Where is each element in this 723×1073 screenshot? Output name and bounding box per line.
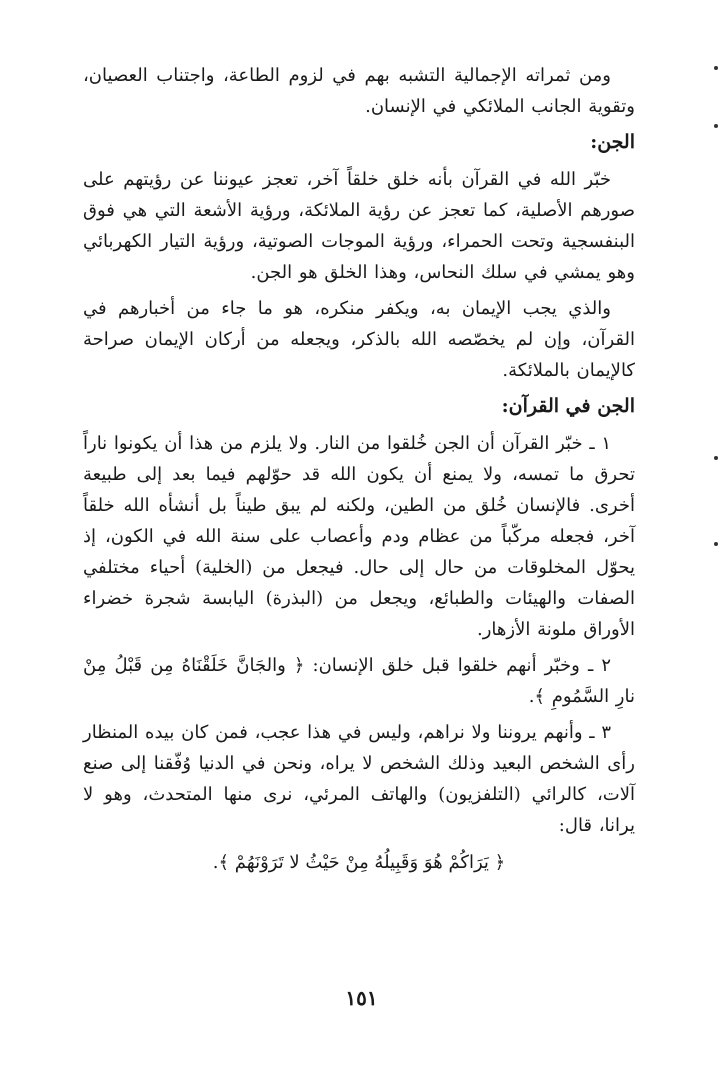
margin-mark xyxy=(714,66,718,70)
paragraph: والذي يجب الإيمان به، ويكفر منكره، هو ما جاء من أخبارهم في القرآن، وإن لم يخصّصه الله بالذكر، ويجعله من أركان الإيمان صراحة كالإيمان بالملائكة. xyxy=(83,298,635,381)
margin-mark xyxy=(714,456,718,460)
section-heading: الجن في القرآن: xyxy=(501,395,635,417)
section-heading: الجن: xyxy=(590,131,635,153)
page-number: ١٥١ xyxy=(345,986,378,1010)
margin-mark xyxy=(714,542,718,546)
paragraph: ومن ثمراته الإجمالية التشبه بهم في لزوم الطاعة، واجتناب العصيان، وتقوية الجانب الملائكي في الإنسان. xyxy=(83,65,635,117)
quran-quote: ﴿ يَرَاكُمْ هُوَ وَقَبِيلُهُ مِنْ حَيْثُ لا تَرَوْنَهُمْ ﴾. xyxy=(212,852,506,873)
paragraph: خبّر الله في القرآن بأنه خلق خلقاً آخر، تعجز عيوننا عن رؤيتهم على صورهم الأصلية، كما تعجز عن رؤية الملائكة، ورؤية الأشعة التي هي فوق البنفسجية وتحت الحمراء، ورؤية الموجات الصوتية، ورؤية التيار الكهربائي وهو يمشي في سلك النحاس، وهذا الخلق هو الجن. xyxy=(83,169,635,283)
paragraph: ٣ ـ وأنهم يروننا ولا نراهم، وليس في هذا عجب، فمن كان بيده المنظار رأى الشخص البعيد وذلك الشخص لا يراه، ونحن في الدنيا وُفّقنا إلى صنع آلات، كالرائي (التلفزيون) والهاتف المرئي، نرى منها المتحدث، وهو لا يرانا، قال: xyxy=(83,722,635,836)
paragraph: ١ ـ خبّر القرآن أن الجن خُلقوا من النار. ولا يلزم من هذا أن يكونوا ناراً تحرق ما تمسه، ولا يمنع أن يكون الله قد حوّلهم فيما بعد إلى طبيعة أخرى. فالإنسان خُلق من الطين، ولكنه لم يبق طيناً بل أنشأه الله خلقاً آخر، فجعله مركّباً من عظام ودم وأعصاب على سنة الله في الكون، إذ يحوّل المخلوقات من حال إلى حال. فيجعل من (الخلية) أحياء مختلفي الصفات والهيئات والطبائع، ويجعل من (البذرة) اليابسة شجرة خضراء الأوراق ملونة الأزهار. xyxy=(83,433,635,640)
page-body xyxy=(83,60,635,878)
margin-mark xyxy=(714,124,718,128)
paragraph: ٢ ـ وخبّر أنهم خلقوا قبل خلق الإنسان: ﴿ والجَانَّ خَلَقْنَاهُ مِن قَبْلُ مِنْ نارِ السَّمُومِ ﴾. xyxy=(83,655,635,707)
